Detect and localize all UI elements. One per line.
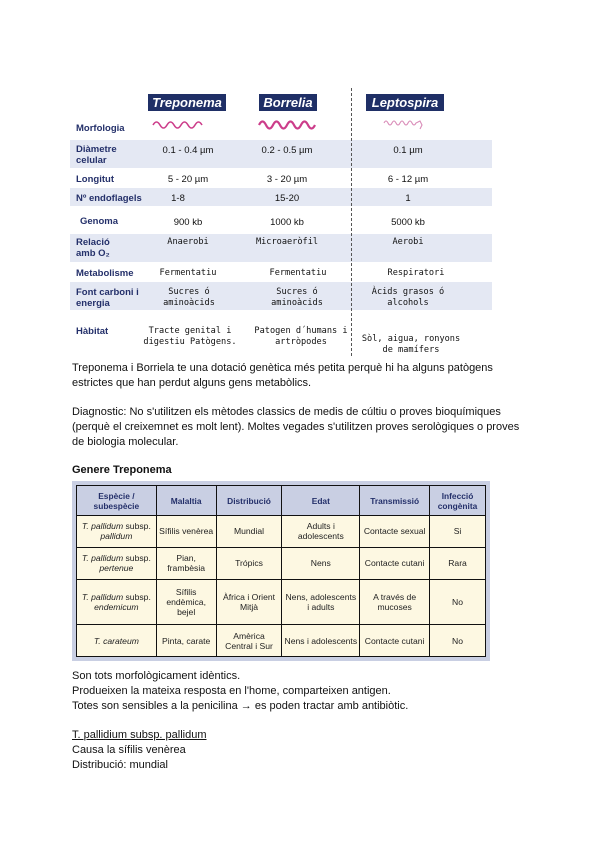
statement-penicillin: Totes son sensibles a la penicilina → es poden tractar amb antibiòtic.: [72, 700, 409, 712]
table-row: [77, 516, 486, 548]
cell-distribution: Amèrica Central i Sur: [216, 625, 282, 657]
label-longitut: Longitut: [76, 174, 114, 185]
table-row: [77, 579, 486, 625]
cell-distribution: Mundial: [216, 516, 282, 548]
cell-congenital: Rara: [430, 547, 486, 579]
cell-transmission: Contacte sexual: [360, 516, 430, 548]
label-habitat: Hàbitat: [76, 326, 109, 337]
line-cause: Causa la sífilis venèrea: [72, 744, 186, 756]
cell-distribution: Àfrica i Orient Mitjà: [216, 579, 282, 625]
value-genoma-borrelia: 1000 kb: [270, 217, 304, 228]
statement-antigen: Produeixen la mateixa resposta en l'home, comparteixen antigen.: [72, 685, 391, 697]
cell-transmission: Contacte cutani: [360, 625, 430, 657]
cell-congenital: Si: [430, 516, 486, 548]
label-relacio-o2: Relació amb O₂: [76, 237, 110, 259]
cell-age: Adults i adolescents: [282, 516, 360, 548]
cell-transmission: A través de mucoses: [360, 579, 430, 625]
species-cell: T. carateum: [77, 625, 157, 657]
cell-distribution: Trópics: [216, 547, 282, 579]
cell-age: Nens: [282, 547, 360, 579]
line-distribution: Distribució: mundial: [72, 759, 168, 771]
treponema-spiral-icon: [152, 119, 208, 131]
value-habitat-leptospira: Sòl, aigua, ronyons de mamífers: [361, 334, 461, 355]
col-header-edat: Edat: [282, 486, 360, 516]
leptospira-spiral-icon: [382, 118, 432, 132]
species-cell: T. pallidum subsp. endemicum: [77, 579, 157, 625]
value-metabolisme-treponema: Fermentatiu: [159, 268, 217, 278]
col-header-especie: Espècie / subespècie: [77, 486, 157, 516]
value-font-treponema: Sucres ó aminoàcids: [163, 287, 215, 308]
value-diametre-borrelia: 0.2 - 0.5 µm: [261, 145, 313, 156]
value-longitut-leptospira: 6 - 12 µm: [387, 174, 429, 185]
cell-age: Nens, adolescents i adults: [282, 579, 360, 625]
col-header-infeccio: Infecció congènita: [430, 486, 486, 516]
paragraph-genetics: Treponema i Borriela te una dotació genètica més petita perquè hi ha alguns patògens estrictes que han perdut alguns gens metabòlics.: [72, 362, 493, 389]
col-header-malaltia: Malaltia: [156, 486, 216, 516]
comparison-figure: [70, 88, 492, 356]
col-header-distribucio: Distribució: [216, 486, 282, 516]
value-diametre-leptospira: 0.1 µm: [393, 145, 423, 156]
value-relacio-borrelia: Microaeròfil: [255, 237, 319, 247]
column-separator: [351, 88, 352, 356]
table-row: [77, 547, 486, 579]
value-genoma-treponema: 900 kb: [173, 217, 203, 228]
value-font-borrelia: Sucres ó aminoàcids: [271, 287, 323, 308]
cell-age: Nens i adolescents: [282, 625, 360, 657]
borrelia-spiral-icon: [258, 118, 318, 132]
col-header-transmissio: Transmissió: [360, 486, 430, 516]
label-endoflagels: Nº endoflagels: [76, 193, 142, 204]
value-endoflagels-treponema: 1-8: [171, 193, 185, 204]
cell-transmission: Contacte cutani: [360, 547, 430, 579]
header-borrelia: Borrelia: [259, 94, 317, 111]
label-metabolisme: Metabolisme: [76, 268, 134, 279]
table-row: [77, 625, 486, 657]
value-relacio-treponema: Anaerobi: [167, 237, 209, 247]
cell-disease: Pinta, carate: [156, 625, 216, 657]
cell-congenital: No: [430, 579, 486, 625]
value-endoflagels-borrelia: 15-20: [274, 193, 300, 204]
value-longitut-treponema: 5 - 20 µm: [167, 174, 209, 185]
label-morfologia: Morfologia: [76, 123, 125, 134]
cell-disease: Pian, frambèsia: [156, 547, 216, 579]
label-font-carboni: Font carboni i energia: [76, 287, 139, 309]
value-font-leptospira: Àcids grasos ó alcohols: [371, 287, 445, 308]
value-endoflagels-leptospira: 1: [405, 193, 411, 204]
header-leptospira: Leptospira: [366, 94, 444, 111]
value-metabolisme-leptospira: Respiratori: [387, 268, 445, 278]
treponema-table: [72, 481, 490, 661]
value-habitat-borrelia: Patogen d´humans i artròpodes: [254, 326, 348, 347]
species-cell: T. pallidum subsp. pallidum: [77, 516, 157, 548]
label-genoma: Genoma: [80, 216, 119, 227]
species-cell: T. pallidum subsp. pertenue: [77, 547, 157, 579]
label-diametre: Diàmetre celular: [76, 144, 117, 166]
value-relacio-leptospira: Aerobi: [392, 237, 424, 247]
value-habitat-treponema: Tracte genital i digestiu Patògens.: [143, 326, 237, 347]
cell-disease: Sífilis endèmica, bejel: [156, 579, 216, 625]
value-genoma-leptospira: 5000 kb: [391, 217, 425, 228]
statement-morphology: Son tots morfològicament idèntics.: [72, 670, 241, 682]
value-longitut-borrelia: 3 - 20 µm: [266, 174, 308, 185]
section-heading: Genere Treponema: [72, 464, 172, 476]
value-metabolisme-borrelia: Fermentatiu: [269, 268, 327, 278]
cell-disease: Sífilis venèrea: [156, 516, 216, 548]
cell-congenital: No: [430, 625, 486, 657]
paragraph-diagnostic: Diagnostic: No s'utilitzen els mètodes classics de medis de cúltiu o proves bioquímiques (perquè el creixemnet es molt lent). Moltes vegades s'utilitzen proves serològiques o proves de biologia molecular.: [72, 406, 520, 448]
header-treponema: Treponema: [148, 94, 226, 111]
subsection-title: T. pallidium subsp. pallidum: [72, 729, 207, 741]
value-diametre-treponema: 0.1 - 0.4 µm: [162, 145, 214, 156]
